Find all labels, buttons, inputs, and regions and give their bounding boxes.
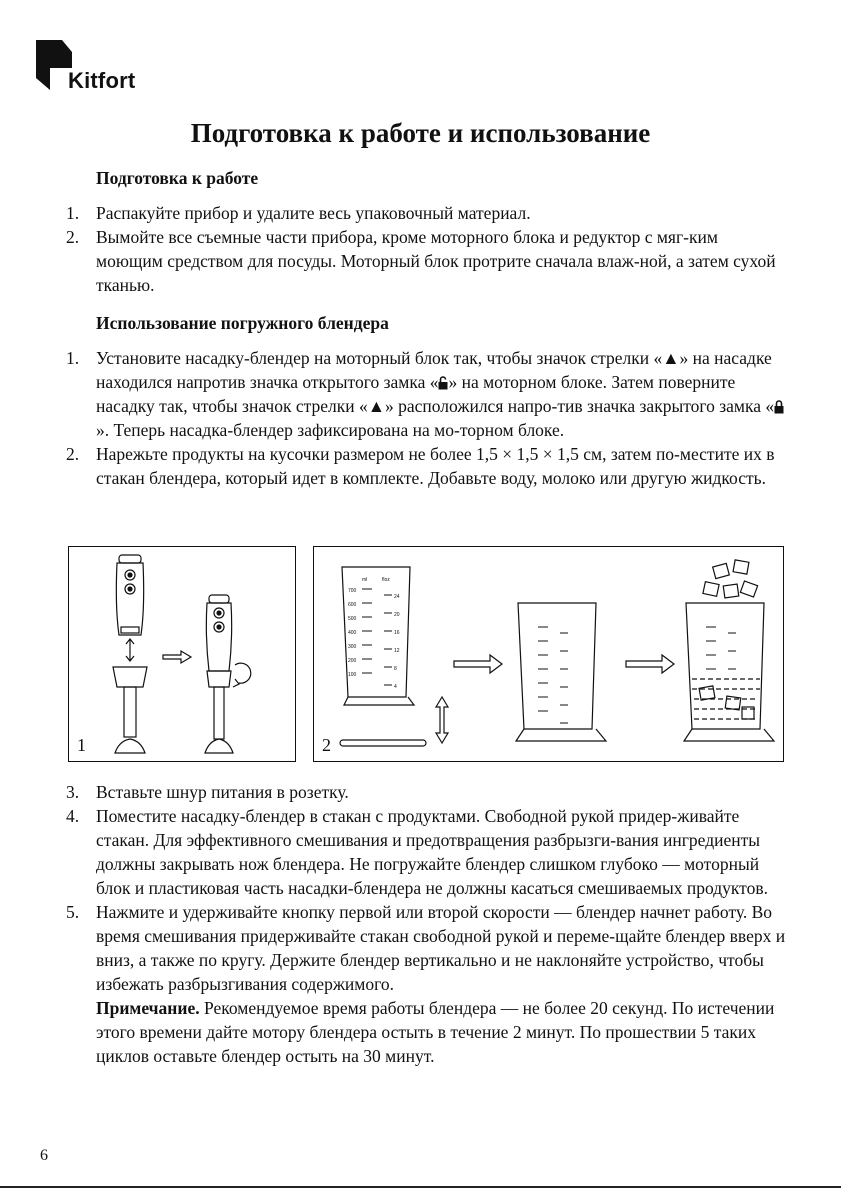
section-heading-usage: Использование погружного блендера: [96, 313, 389, 333]
cup-scale-tick: 4: [394, 684, 397, 690]
note-label: Примечание.: [96, 998, 200, 1018]
kitfort-logo-mark-icon: [36, 40, 72, 90]
brand-name: Kitfort: [68, 68, 136, 93]
list-item: 1. Распакуйте прибор и удалите весь упаковочный материал.: [66, 203, 531, 223]
cup-scale-tick: 200: [348, 658, 357, 664]
list-item: 2. Нарежьте продукты на кусочки размером не более 1,5 × 1,5 × 1,5 см, затем по-местите их в стакан блендера, который идет в комплекте. Добавьте воду, молоко или другую жидкость.: [66, 444, 775, 488]
cup-unit: floz: [382, 577, 390, 583]
list-item: 2. Вымойте все съемные части прибора, кроме моторного блока и редуктор с мяг-ким моющим средством для посуды. Моторный блок протрите сначала влаж-ной, а затем сухой тканью.: [66, 227, 776, 295]
preparation-list: [66, 201, 786, 297]
cup-unit: ml: [362, 577, 368, 583]
figure-2-cup: [313, 546, 784, 762]
blender-assembly-illustration: [69, 547, 295, 761]
figure-1-label: 1: [77, 735, 86, 755]
section-heading-preparation: Подготовка к работе: [96, 168, 259, 188]
list-item: 1. Установите насадку-блендер на моторный блок так, чтобы значок стрелки «▲» на насадке находился напротив значка открытого замка « » на моторном блоке. Затем поверните насадку так, чтобы значок стрелки «▲» расположился напро-тив значка закрытого замка «». Теперь насадка-блендер зафиксирована на мо-торном блоке.: [66, 346, 786, 442]
kitfort-logo: [36, 40, 156, 92]
cup-scale-tick: 100: [348, 672, 357, 678]
list-item: 5. Нажмите и удерживайте кнопку первой или второй скорости — блендер начнет работу. Во время смешивания придерживайте стакан свободной рукой и переме-щайте блендер вверх и вниз, а также по кругу. Держите блендер вертикально и не наклоняйте устройство, чтобы избежать разбрызгивания содержимого. Примечание. Рекомендуемое время работы блендера — не более 20 секунд. По истечении этого времени дайте мотору блендера остыть в течение 2 минут. По прошествии 5 таких циклов оставьте блендер остыть на 30 минут.: [66, 902, 786, 1066]
usage-list: [66, 346, 786, 490]
cup-scale-tick: 20: [394, 612, 400, 618]
page-title: Подготовка к работе и использование: [190, 118, 651, 148]
cup-scale-tick: 700: [348, 588, 357, 594]
figure-1-assembly: [68, 546, 296, 762]
list-item: 4. Поместите насадку-блендер в стакан с продуктами. Свободной рукой придер-живайте стакан. Для эффективного смешивания и предотвращения разбрызги-вания ингредиенты должны закрывать нож блендера. Не погружайте блендер слишком глубоко — моторный блок и пластиковая часть насадки-блендера не должны касаться смешиваемых продуктов.: [66, 806, 768, 898]
cup-scale-tick: 400: [348, 630, 357, 636]
cup-scale-tick: 600: [348, 602, 357, 608]
closed-lock-icon: [774, 400, 784, 414]
usage-list-continued: [66, 780, 786, 1068]
cup-scale-tick: 500: [348, 616, 357, 622]
cup-scale-tick: 12: [394, 648, 400, 654]
cup-filling-illustration: [314, 547, 783, 761]
cup-scale-tick: 16: [394, 630, 400, 636]
figure-2-label: 2: [322, 735, 331, 755]
cup-scale-tick: 300: [348, 644, 357, 650]
list-item: 3. Вставьте шнур питания в розетку.: [66, 782, 349, 802]
cup-scale-tick: 24: [394, 594, 400, 600]
note-text: Рекомендуемое время работы блендера — не более 20 секунд. По истечении этого времени дайте мотору блендера остыть в течение 2 минут. По прошествии 5 таких циклов оставьте блендер остыть на 30 минут.: [96, 998, 775, 1066]
open-lock-icon: [438, 376, 448, 390]
cup-scale-tick: 8: [394, 666, 397, 672]
page-number: 6: [40, 1147, 48, 1164]
bottom-rule: [0, 1186, 841, 1188]
